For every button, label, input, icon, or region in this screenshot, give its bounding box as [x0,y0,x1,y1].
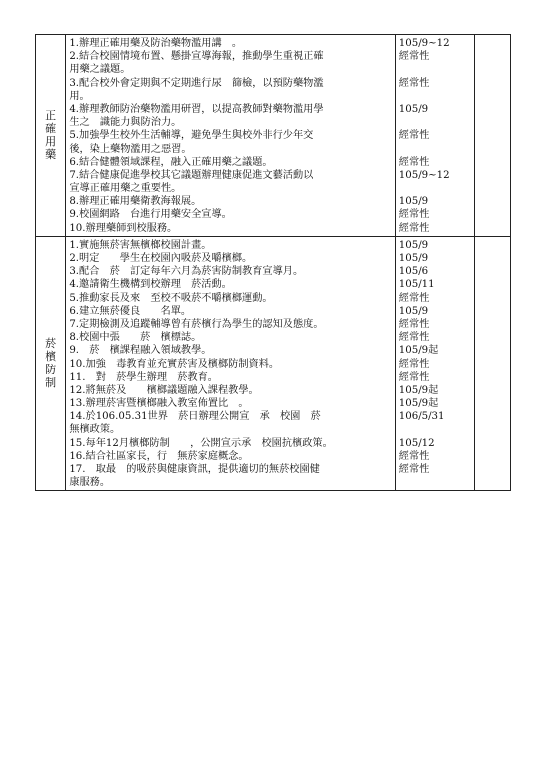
item-text-line: 6.建立無菸優良 名單。 [69,305,192,317]
item-date: 105/9起 [398,345,439,357]
date-spacer [399,476,472,489]
date-spacer [399,182,472,195]
item-date: 105/9 [398,239,429,251]
section-dates-cell [395,35,474,237]
item-text-line: 17. 取最 的吸菸與健康資訊，提供適切的無菸校園健 [69,464,320,475]
item-date: 105/12 [398,437,435,449]
item-text-line: 後，染上藥物濫用之惡習。 [69,143,192,155]
item-date: 經常性 [398,358,430,370]
item-text-line: 10.辦理藥師到校服務。 [69,222,178,234]
item-date: 105/9起 [398,384,439,396]
item-text-line: 用藥之議題。 [69,64,131,76]
date-spacer [399,116,472,129]
item-text-line: 1.辦理正確用藥及防治藥物濫用講 。 [69,38,243,49]
item-text-line: 9. 菸 檳課程融入領域教學。 [69,345,212,357]
item-date: 105/9 [398,196,429,208]
item-text-line: 2.結合校園情境布置、懸掛宣導海報，推動學生重視正確 [69,51,324,63]
plan-table-body [36,35,511,491]
item-text-line: 9.校園網路 台進行用藥安全宣導。 [69,209,232,221]
item-date: 經常性 [398,77,430,89]
item-date: 105/6 [398,266,429,278]
item-date: 經常性 [398,156,430,168]
item-date: 經常性 [398,130,430,142]
item-text-line: 2.明定 學生在校園內吸菸及嚼檳榔。 [69,253,253,264]
plan-table [35,34,511,491]
section-items-cell [66,236,395,491]
section-label-cell [36,35,66,237]
item-date: 經常性 [398,292,430,304]
item-text-line: 5.推動家長及來 至校不吸菸不嚼檳榔運動。 [69,292,273,304]
section-label-cell [36,236,66,491]
item-text-line: 4.辦理教師防治藥物濫用研習，以提高教師對藥物濫用學 [69,103,324,115]
item-text-line: 8.辦理正確用藥衛教海報展。 [69,196,202,208]
date-spacer [399,423,472,436]
item-text-line: 1.實施無菸害無檳榔校園計畫。 [69,239,212,251]
item-text-line: 10.加強 毒教育並充實菸害及檳榔防制資料。 [69,358,280,370]
item-text-line: 7.結合健康促進學校其它議題辦理健康促進文藝活動以 [69,169,314,181]
item-text-line: 康服務。 [69,477,111,489]
item-text-line: 11. 對 菸學生辦理 菸教育。 [69,371,218,383]
item-date: 105/9 [398,305,429,317]
item-text-line: 生之 識能力與防治力。 [69,117,182,129]
section-row [36,35,511,237]
item-text-line: 3.配合校外會定期與不定期進行尿 篩檢，以預防藥物濫 [69,77,324,89]
item-date: 經常性 [398,222,430,234]
item-date: 經常性 [398,332,430,344]
item-text-line: 7.定期檢測及追蹤輔導曾有菸檳行為學生的認知及態度。 [69,318,324,330]
item-text-line: 宣導正確用藥之重要性。 [69,183,182,195]
item-date: 經常性 [398,464,430,475]
section-row [36,236,511,491]
item-date: 經常性 [398,51,430,63]
item-date: 105/11 [398,279,435,291]
item-text-line: 6.結合健體領域課程，融入正確用藥之議題。 [69,156,273,168]
section-label: 正確用藥 [45,108,57,161]
item-date: 105/9~12 [398,169,450,181]
date-spacer [399,90,472,103]
item-text-line: 4.邀請衛生機構到校辦理 菸活動。 [69,279,232,291]
item-date: 106/5/31 [398,411,445,423]
section-dates-cell [395,236,474,491]
item-date: 經常性 [398,209,430,221]
item-text-line: 15.每年12月檳榔防制 ，公開宣示承 校園抗檳政策。 [69,437,333,449]
item-text-line: 12.將無菸及 檳榔議題融入課程教學。 [69,384,259,396]
item-date: 105/9起 [398,398,439,410]
item-date: 經常性 [398,371,430,383]
item-text-line: 用。 [69,90,90,102]
item-text-line: 16.結合社區家長，行 無菸家庭概念。 [69,450,249,462]
item-text-line: 14.於106.05.31世界 菸日辦理公開宣 承 校園 菸 [69,411,321,423]
date-spacer [399,63,472,76]
item-date: 105/9~12 [398,38,450,49]
item-text-line: 無檳政策。 [69,424,121,436]
item-text-line: 3.配合 菸 訂定每年六月為菸害防制教育宣導月。 [69,266,304,278]
item-text-line: 8.校園中張 菸 檳標誌。 [69,332,202,344]
item-date: 經常性 [398,318,430,330]
section-items-cell [66,35,395,237]
notes-cell [474,236,510,491]
item-date: 105/9 [398,103,429,115]
item-date: 105/9 [398,253,429,264]
date-spacer [399,143,472,156]
item-date: 經常性 [398,450,430,462]
item-text-line: 13.辦理菸害暨檳榔融入教室佈置比 。 [69,398,249,410]
item-text-line: 5.加強學生校外生活輔導，避免學生與校外非行少年交 [69,130,314,142]
section-label: 菸檳防制 [45,336,57,389]
notes-cell [474,35,510,237]
